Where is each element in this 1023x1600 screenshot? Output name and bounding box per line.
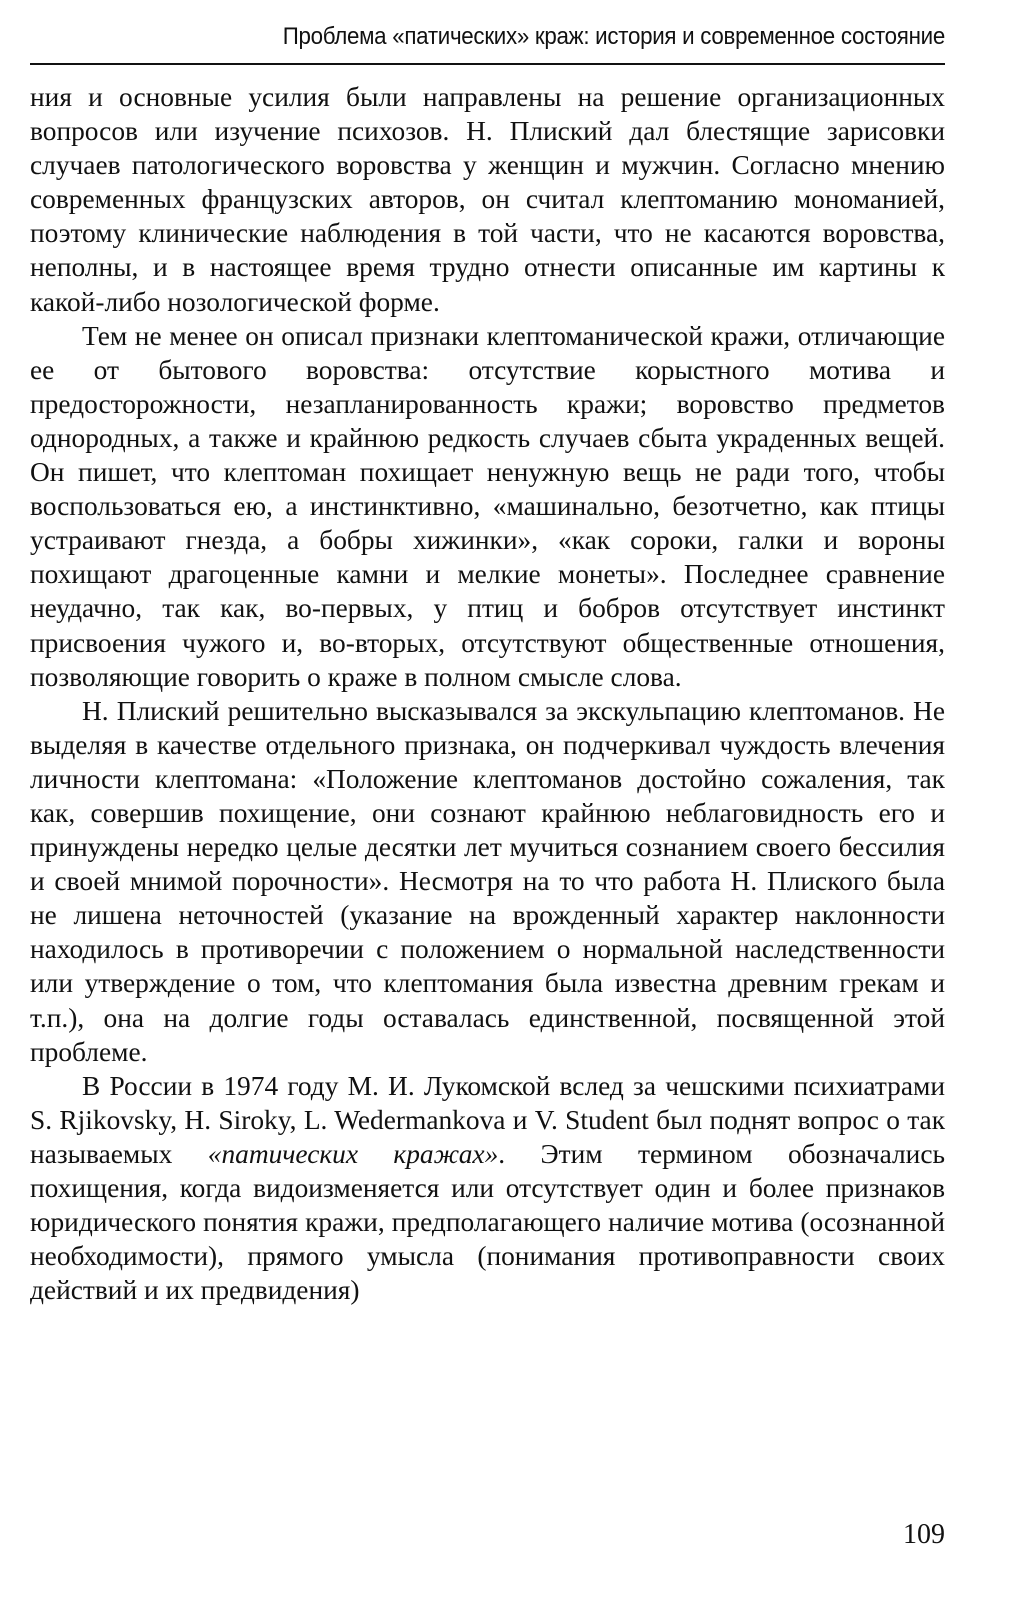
paragraph-4-start: В России в 1974 году М. И. Лукомской вслед за чешскими психиатрами S. Rjikovsky, H. Siroky, L. Wedermankova и V. Student был поднят вопрос о так называемых [30,1070,945,1169]
book-page [30,0,945,1600]
running-header: Проблема «патических» краж: история и современное состояние [282,23,945,50]
paragraph-1: ния и основные усилия были направлены на решение организационных вопросов или изучение психозов. Н. Плиский дал блестящие зарисовки случаев патологического воровства у женщин и мужчин. Согласно мнению современных французских авторов, он считал клептоманию мономанией, поэтому клинические наблюдения в той части, что не касаются воровства, неполны, и в настоящее время трудно отнести описанные им картины к какой-либо нозологической форме. [30,82,945,317]
paragraph-4-end: . Этим термином обозначались похищения, когда видоизменяется или отсутствует один и более признаков юридического понятия кражи, предполагающего наличие мотива (осознанной необходимости), прямого умысла (понимания противоправности своих действий и их предвидения) [30,1138,945,1306]
header-rule [30,63,945,65]
body-text [30,80,945,1307]
page-number: 109 [903,1519,945,1550]
paragraph-3: Н. Плиский решительно высказывался за экскульпацию клептоманов. Не выделяя в качестве отдельного признака, он подчеркивал чуждость влечения личности клептомана: «Положение клептоманов достойно сожаления, так как, совершив похищение, они сознают крайнюю неблаговидность его и принуждены нередко целые десятки лет мучиться сознанием своего бессилия и своей мнимой порочности». Несмотря на то что работа Н. Плиского была не лишена неточностей (указание на врожденный характер наклонности находилось в противоречии с положением о нормальной наследственности или утверждение о том, что клептомания была известна древним грекам и т.п.), она на долгие годы оставалась единственной, посвященной этой проблеме. [30,695,945,1067]
italic-term: «патических кражах» [207,1138,499,1169]
paragraph-4 [30,1069,945,1308]
paragraph-2: Тем не менее он описал признаки клептоманической кражи, отличающие ее от бытового воровства: отсутствие корыстного мотива и предосторожности, незапланированность кражи; воровство предметов однородных, а также и крайнюю редкость случаев сбыта украденных вещей. Он пишет, что клептоман похищает ненужную вещь не ради того, чтобы воспользоваться ею, а инстинктивно, «машинально, безотчетно, как птицы устраивают гнезда, а бобры хижинки», «как сороки, галки и вороны похищают драгоценные камни и мелкие монеты». Последнее сравнение неудачно, так как, во-первых, у птиц и бобров отсутствует инстинкт присвоения чужого и, во-вторых, отсутствуют общественные отношения, позволяющие говорить о краже в полном смысле слова. [30,320,945,692]
